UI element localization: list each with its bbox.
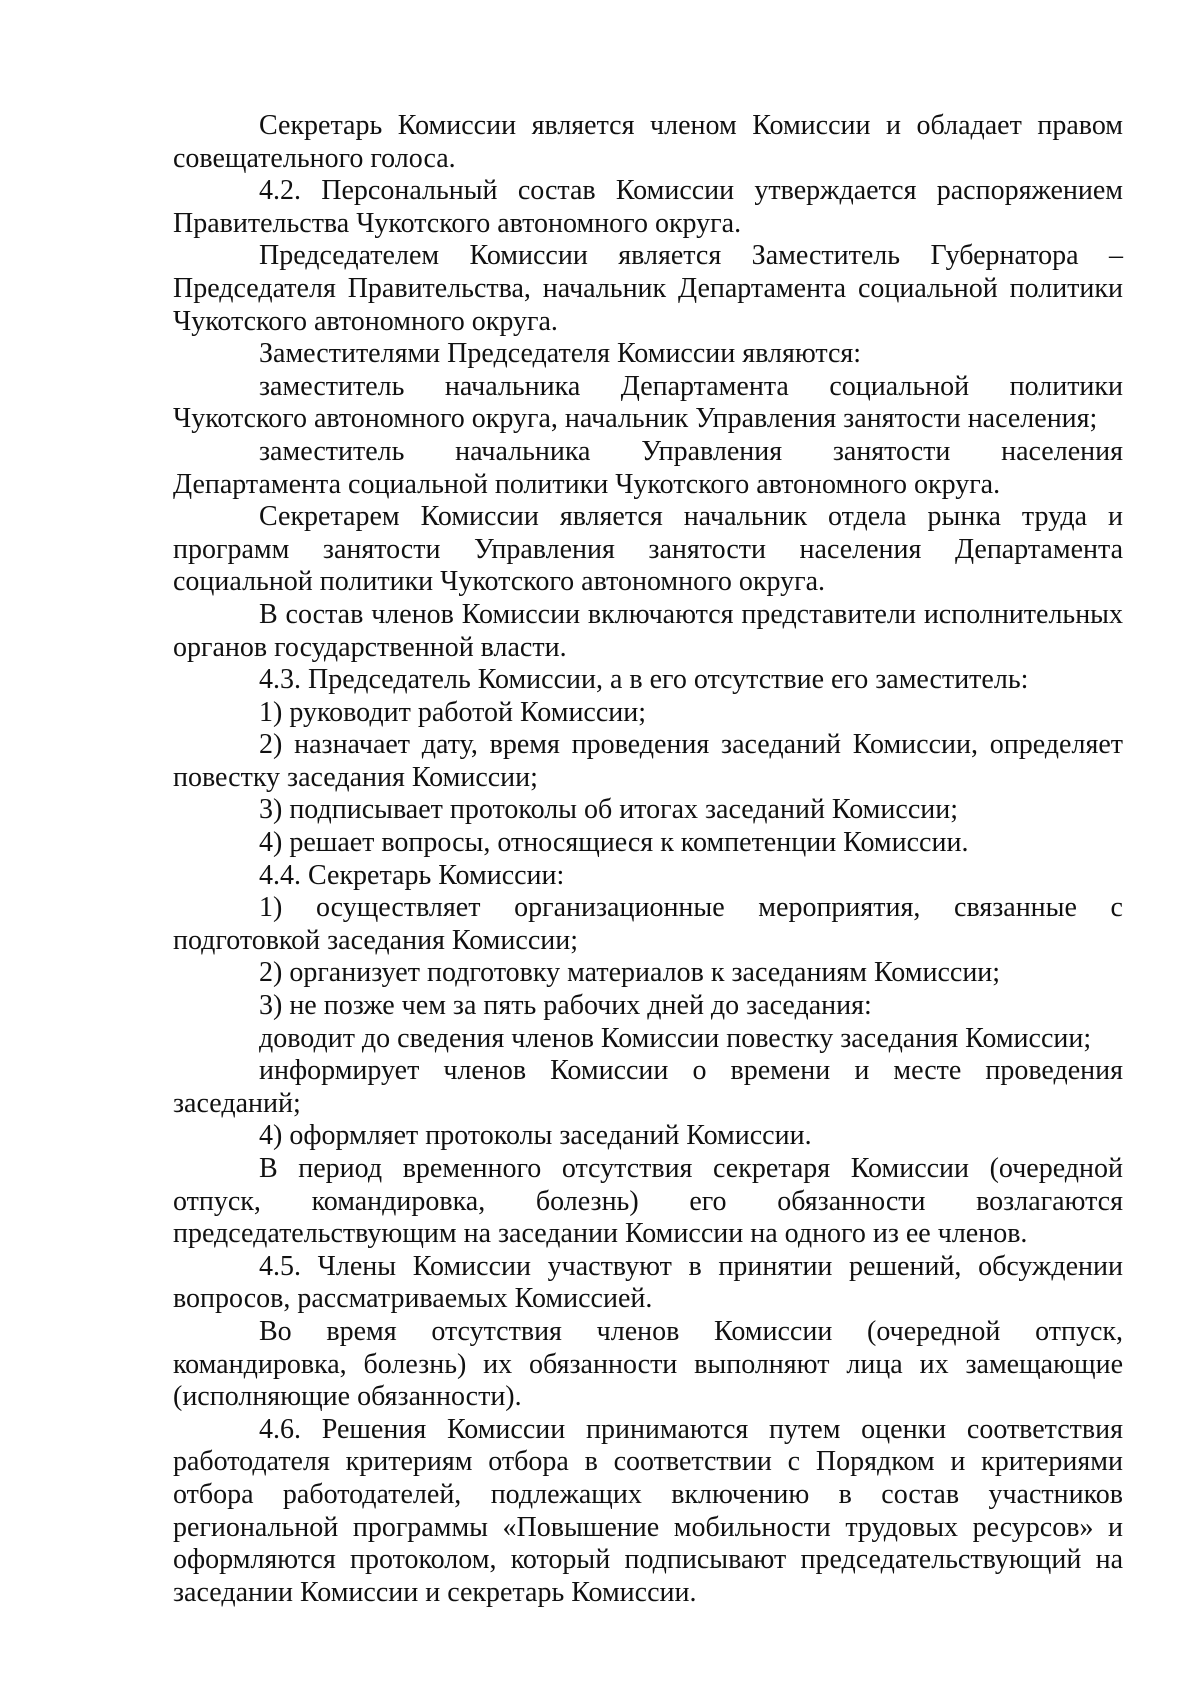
paragraph-4-4-item-2: 2) организует подготовку материалов к заседаниям Комиссии; [259,957,1001,989]
paragraph-secretary-absence: В период временного отсутствия секретаря Комиссии (очередной отпуск, командировка, болезнь) его обязанности возлагаются председательствующим на заседании Комиссии на одного из ее членов. [173,1153,1123,1250]
paragraph-deputy-2: заместитель начальника Управления занятости населения Департамента социальной политики Чукотского автономного округа. [173,435,1123,500]
paragraph-4-4-item-1: 1) осуществляет организационные мероприятия, связанные с подготовкой заседания Комиссии; [173,892,1123,956]
paragraph-members: В состав членов Комиссии включаются представители исполнительных органов государственной власти. [173,598,1123,663]
paragraph-deputy-1: заместитель начальника Департамента социальной политики Чукотского автономного округа, начальник Управления занятости населения; [173,370,1123,435]
paragraph-secretary-member: Секретарь Комиссии является членом Комиссии и обладает правом совещательного голоса. [173,110,1123,174]
paragraph-4-4: 4.4. Секретарь Комиссии: [259,859,565,891]
paragraph-members-absence: Во время отсутствия членов Комиссии (очередной отпуск, командировка, болезнь) их обязанности выполняют лица их замещающие (исполняющие обязанности). [173,1315,1123,1413]
paragraph-4-3-item-3: 3) подписывает протоколы об итогах заседаний Комиссии; [259,794,958,826]
paragraph-4-3-item-1: 1) руководит работой Комиссии; [259,696,647,728]
paragraph-deputies-heading: Заместителями Председателя Комиссии являются: [259,338,862,370]
paragraph-4-4-item-3b: информирует членов Комиссии о времени и месте проведения заседаний; [173,1055,1123,1119]
paragraph-4-4-item-3: 3) не позже чем за пять рабочих дней до заседания: [259,990,872,1022]
paragraph-4-2: 4.2. Персональный состав Комиссии утверждается распоряжением Правительства Чукотского автономного округа. [173,175,1123,239]
paragraph-4-5: 4.5. Члены Комиссии участвуют в принятии решений, обсуждении вопросов, рассматриваемых Комиссией. [173,1250,1123,1315]
paragraph-4-6: 4.6. Решения Комиссии принимаются путем оценки соответствия работодателя критериям отбора в соответствии с Порядком и критериями отбора работодателей, подлежащих включению в состав участников региональной программы «Повышение мобильности трудовых ресурсов» и оформляются протоколом, который подписывают председательствующий на заседании Комиссии и секретарь Комиссии. [173,1413,1123,1608]
paragraph-chairman: Председателем Комиссии является Заместитель Губернатора – Председателя Правительства, начальник Департамента социальной политики Чукотского автономного округа. [173,240,1123,337]
paragraph-4-4-item-3a: доводит до сведения членов Комиссии повестку заседания Комиссии; [259,1022,1092,1054]
paragraph-secretary: Секретарем Комиссии является начальник отдела рынка труда и программ занятости Управления занятости населения Департамента социальной политики Чукотского автономного округа. [173,501,1123,598]
paragraph-4-3-item-4: 4) решает вопросы, относящиеся к компетенции Комиссии. [259,827,969,859]
paragraph-4-4-item-4: 4) оформляет протоколы заседаний Комиссии. [259,1120,812,1152]
paragraph-4-3-item-2: 2) назначает дату, время проведения заседаний Комиссии, определяет повестку заседания Комиссии; [173,729,1123,793]
paragraph-4-3: 4.3. Председатель Комиссии, а в его отсутствие его заместитель: [259,664,1029,696]
document-page [173,110,1123,1609]
